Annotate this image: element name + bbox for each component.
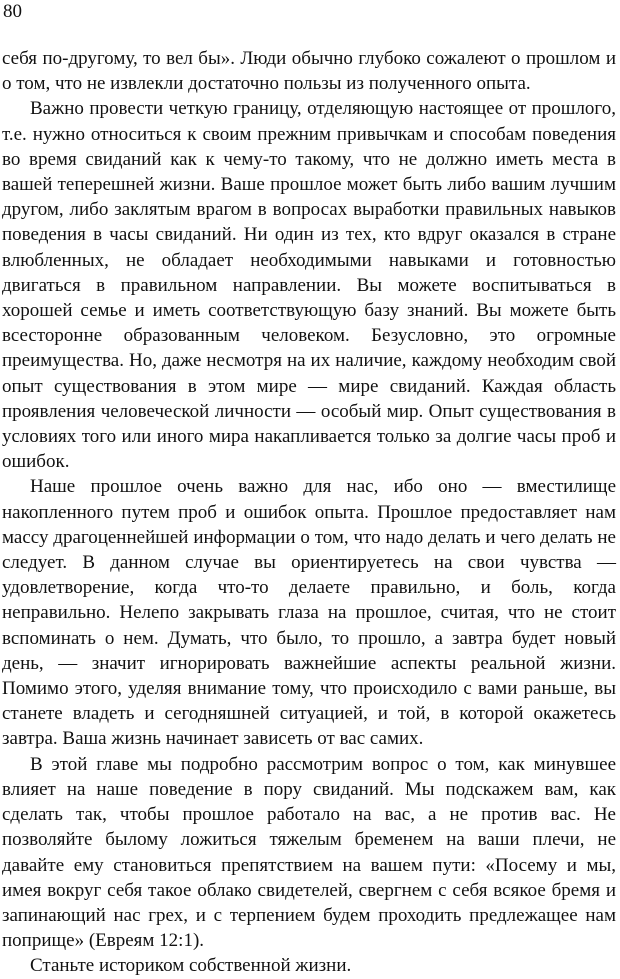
- page-number: 80: [3, 1, 22, 22]
- body-text: [2, 46, 616, 979]
- paragraph-past-importance: Наше прошлое очень важно для нас, ибо оно — вместилище накопленного путем проб и ошибок опыта. Прошлое предоставляет нам массу драгоценнейшей информации о том, что надо делать и чего делать не следует. В данном случае вы ориентируетесь на свои чувства — удовлетворение, когда что-то делаете правильно, и боль, когда неправильно. Нелепо закрывать глаза на прошлое, считая, что не стоит вспоминать о нем. Думать, что было, то прошло, а завтра будет новый день, — значит игнорировать важнейшие аспекты реальной жизни. Помимо этого, уделяя внимание тому, что происходило с вами раньше, вы станете владеть и сегодняшней ситуацией, и той, в которой окажетесь завтра. Ваша жизнь начинает зависеть от вас самих.: [2, 476, 616, 750]
- paragraph-chapter-intro: В этой главе мы подробно рассмотрим вопрос о том, как минувшее влияет на наше поведение в пору свиданий. Мы подскажем вам, как сделать так, чтобы прошлое работало на вас, а не против вас. Не позволяйте былому ложиться тяжелым бременем на ваши плечи, не давайте ему становиться препятствием на вашем пути: «Посему и мы, имея вокруг себя такое облако свидетелей, свергнем с себя всякое бремя и запинающий нас грех, и с терпением будем проходить предлежащее нам поприще» (Евреям 12:1).: [2, 753, 616, 952]
- paragraph-closing: Станьте историком собственной жизни.: [30, 955, 352, 977]
- paragraph-continued: себя по-другому, то вел бы». Люди обычно глубоко сожалеют о прошлом и о том, что не извлекли достаточно пользы из полученного опыта.: [2, 48, 616, 95]
- paragraph-boundary: Важно провести четкую границу, отделяющую настоящее от прошлого, т.е. нужно относиться к своим прежним привычкам и способам поведения во время свиданий как к чему-то такому, что не должно иметь места в вашей теперешней жизни. Ваше прошлое может быть либо вашим лучшим другом, либо заклятым врагом в вопросах выработки правильных навыков поведения в часы свиданий. Ни один из тех, кто вдруг оказался в стране влюбленных, не обладает необходимыми навыками и готовностью двигаться в правильном направлении. Вы можете воспитываться в хорошей семье и иметь соответствующую базу знаний. Вы можете быть всесторонне образованным человеком. Безусловно, это огромные преимущества. Но, даже несмотря на их наличие, каждому необходим свой опыт существования в этом мире — мире свиданий. Каждая область проявления человеческой личности — особый мир. Опыт существования в условиях того или иного мира накапливается только за долгие часы проб и ошибок.: [2, 98, 616, 473]
